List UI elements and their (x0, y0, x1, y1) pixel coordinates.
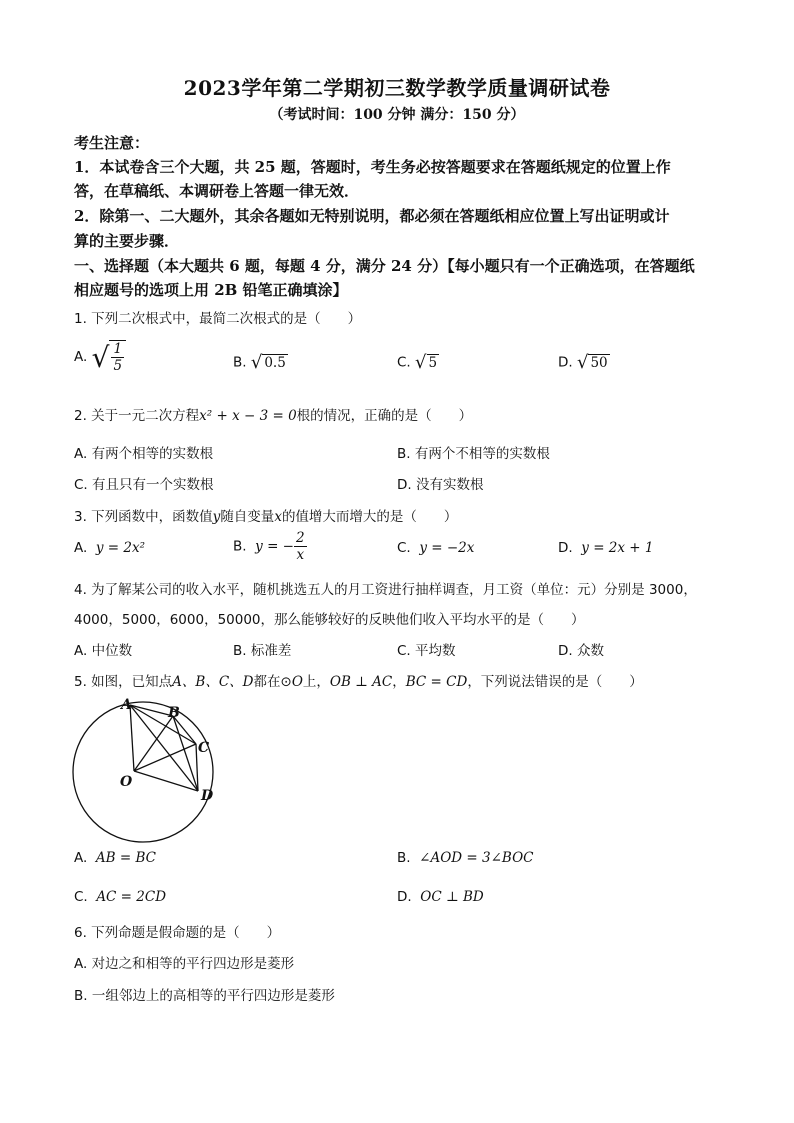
label-d: D (201, 788, 214, 804)
q6-option-a: A. 对边之和相等的平行四边形是菱形 (74, 956, 295, 972)
notice-item-1: 1．本试卷含三个大题，共 25 题，答题时，考生务必按答题要求在答题纸规定的位置上作 (74, 158, 671, 176)
question-4-stem-cont: 4000，5000，6000，50000，那么能够较好的反映他们收入平均水平的是（ ） (74, 612, 585, 628)
option-label: A. (74, 349, 88, 365)
q5-option-a: A. AB = BC (74, 850, 156, 866)
label-a: A (121, 697, 132, 713)
q5-option-c: C. AC = 2CD (74, 889, 167, 905)
section-heading: 一、选择题（本大题共 6 题，每题 4 分，满分 24 分）【每小题只有一个正确选项，在答题纸 (74, 257, 695, 275)
circle-figure (70, 696, 220, 846)
q1-option-a (74, 340, 126, 374)
question-3-stem: 3. 下列函数中，函数值y随自变量x的值增大而增大的是（ ） (74, 509, 458, 525)
q2-option-c: C. 有且只有一个实数根 (74, 477, 214, 493)
question-5-stem: 5. 如图，已知点A、B、C、D都在⊙O上，OB ⊥ AC，BC = CD，下列说法错误的是（ ） (74, 674, 643, 690)
segment-od (134, 771, 198, 791)
sqrt-expression: √ $\frac{1}{5}$ (92, 340, 126, 374)
q5-option-b: B. ∠AOD = 3∠BOC (397, 850, 534, 866)
notice-item-1-cont: 答，在草稿纸、本调研卷上答题一律无效． (74, 182, 360, 200)
label-b: B (168, 705, 180, 721)
option-label: B. (233, 354, 247, 371)
q1-option-d: D. √ 50 (558, 352, 608, 373)
section-instruction: 相应题号的选项上用 2B 铅笔正确填涂】 (74, 281, 348, 299)
q4-option-d: D. 众数 (558, 643, 604, 659)
segment-ac (130, 705, 196, 744)
q3-option-d: D. y = 2x + 1 (558, 540, 654, 556)
question-1-stem: 1. 下列二次根式中，最简二次根式的是（ ） (74, 311, 362, 327)
q1-option-c: C. √ 5 (397, 352, 438, 373)
q2-option-d: D. 没有实数根 (397, 477, 484, 493)
q6-option-b: B. 一组邻边上的高相等的平行四边形是菱形 (74, 988, 335, 1004)
q4-option-b: B. 标准差 (233, 643, 292, 659)
q3-option-c: C. y = −2x (397, 540, 475, 556)
q2-option-a: A. 有两个相等的实数根 (74, 446, 214, 462)
page-title: 2023学年第二学期初三数学教学质量调研试卷 (183, 76, 611, 100)
q3-option-b: B. y = − $\frac{2}{x}$ (233, 530, 305, 563)
q3-option-a: A. y = 2x² (74, 540, 146, 556)
question-2-stem: 2. 关于一元二次方程x² + x − 3 = 0根的情况，正确的是（ ） (74, 408, 473, 424)
label-c: C (198, 740, 210, 756)
q4-option-c: C. 平均数 (397, 643, 456, 659)
q4-option-a: A. 中位数 (74, 643, 133, 659)
equation: x² + x − 3 = 0 (199, 408, 297, 424)
label-o: O (120, 774, 133, 790)
notice-heading: 考生注意： (74, 134, 150, 152)
exam-info: （考试时间：100 分钟 满分：150 分） (269, 107, 525, 123)
option-label: C. (397, 354, 411, 371)
notice-item-2: 2．除第一、二大题外，其余各题如无特别说明，都必须在答题纸相应位置上写出证明或计 (74, 207, 670, 225)
q2-option-b: B. 有两个不相等的实数根 (397, 446, 550, 462)
notice-item-2-cont: 算的主要步骤． (74, 232, 180, 250)
q5-option-d: D. OC ⊥ BD (397, 889, 484, 905)
question-4-stem: 4. 为了解某公司的收入水平，随机挑选五人的月工资进行抽样调查，月工资（单位：元）分别是 3000， (74, 582, 697, 598)
segment-oa (130, 705, 134, 771)
segment-bd (173, 716, 198, 791)
option-label: D. (558, 354, 573, 371)
q1-option-b: B. √ 0.5 (233, 352, 286, 373)
question-6-stem: 6. 下列命题是假命题的是（ ） (74, 925, 281, 941)
